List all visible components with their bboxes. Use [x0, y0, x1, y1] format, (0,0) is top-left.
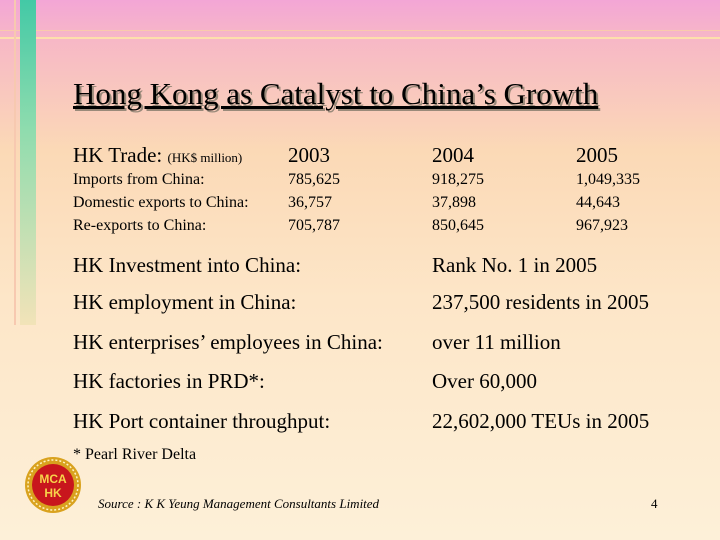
logo-text: HK — [44, 486, 62, 500]
source-text: Source : K K Yeung Management Consultants Limited — [98, 496, 380, 511]
fact-value: 22,602,000 TEUs in 2005 — [432, 409, 650, 433]
logo-text: MCA — [39, 472, 67, 486]
year-header: 2004 — [432, 143, 474, 167]
fact-value: over 11 million — [432, 330, 561, 354]
fact-label: HK Port container throughput: — [73, 409, 331, 433]
fact-value: Rank No. 1 in 2005 — [432, 253, 598, 277]
decorative-bar — [20, 0, 36, 325]
decorative-line — [0, 37, 720, 39]
trade-cell: 1,049,335 — [576, 171, 640, 188]
trade-title: HK Trade: — [73, 143, 163, 167]
trade-cell: 705,787 — [288, 217, 340, 234]
trade-cell: 785,625 — [288, 171, 340, 188]
decorative-line — [0, 30, 720, 31]
slide-title: Hong Kong as Catalyst to China’s Growth — [73, 76, 599, 111]
mca-hk-logo — [24, 456, 82, 514]
fact-label: HK employment in China: — [73, 290, 297, 314]
fact-value: Over 60,000 — [432, 369, 537, 393]
fact-label: HK Investment into China: — [73, 253, 302, 277]
fact-value: 237,500 residents in 2005 — [432, 290, 649, 314]
page-number: 4 — [651, 496, 658, 511]
fact-label: HK factories in PRD*: — [73, 369, 265, 393]
trade-cell: 36,757 — [288, 194, 332, 211]
footnote: * Pearl River Delta — [73, 446, 197, 463]
trade-label — [73, 143, 242, 168]
year-header: 2003 — [288, 143, 330, 167]
trade-row-label: Re-exports to China: — [73, 217, 207, 234]
trade-unit: (HK$ million) — [167, 150, 243, 165]
trade-cell: 967,923 — [576, 217, 628, 234]
trade-cell: 37,898 — [432, 194, 476, 211]
trade-cell: 44,643 — [576, 194, 620, 211]
trade-row-label: Imports from China: — [73, 171, 205, 188]
trade-cell: 850,645 — [432, 217, 484, 234]
trade-row-label: Domestic exports to China: — [73, 194, 249, 211]
decorative-line — [14, 0, 16, 325]
year-header: 2005 — [576, 143, 618, 167]
fact-label: HK enterprises’ employees in China: — [73, 330, 383, 354]
trade-cell: 918,275 — [432, 171, 484, 188]
